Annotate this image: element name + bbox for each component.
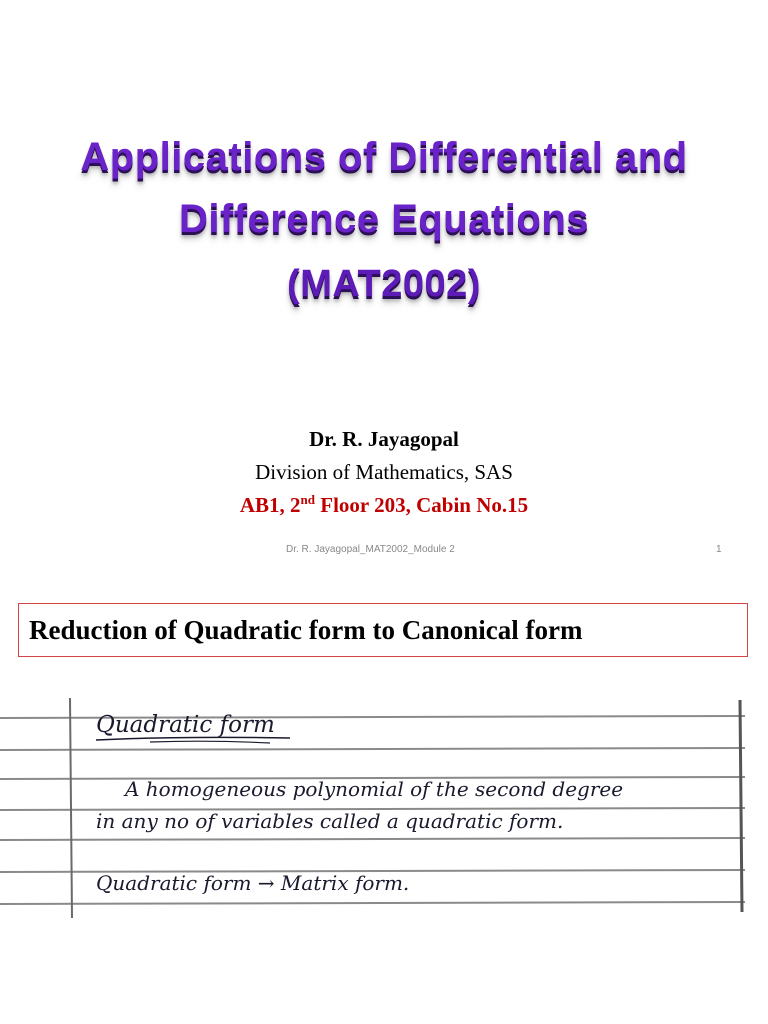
author-name: Dr. R. Jayagopal — [309, 427, 459, 451]
office-location — [0, 492, 768, 518]
location-superscript: nd — [300, 492, 315, 507]
location-prefix: AB1, 2 — [239, 493, 301, 517]
title-line-1: Applications of Differential and — [80, 135, 688, 179]
handwritten-line-3: Quadratic form → Matrix form. — [96, 871, 410, 895]
handwritten-line-1: A homogeneous polynomial of the second degree — [125, 777, 624, 801]
handwritten-line-2: in any no of variables called a quadratic form. — [96, 809, 564, 833]
location-suffix: Floor 203, Cabin No.15 — [315, 493, 529, 517]
slide-footer: Dr. R. Jayagopal_MAT2002_Module 2 — [286, 544, 455, 555]
section-heading-box — [18, 603, 748, 657]
course-code: (MAT2002) — [287, 263, 481, 305]
section-heading: Reduction of Quadratic form to Canonical form — [29, 615, 583, 645]
page-number: 1 — [716, 544, 722, 555]
ruled-paper — [0, 690, 768, 930]
handwritten-heading: Quadratic form — [96, 712, 275, 738]
division-name: Division of Mathematics, SAS — [255, 460, 513, 484]
handwritten-note-image — [0, 690, 768, 930]
title-line-2: Difference Equations — [178, 197, 590, 241]
